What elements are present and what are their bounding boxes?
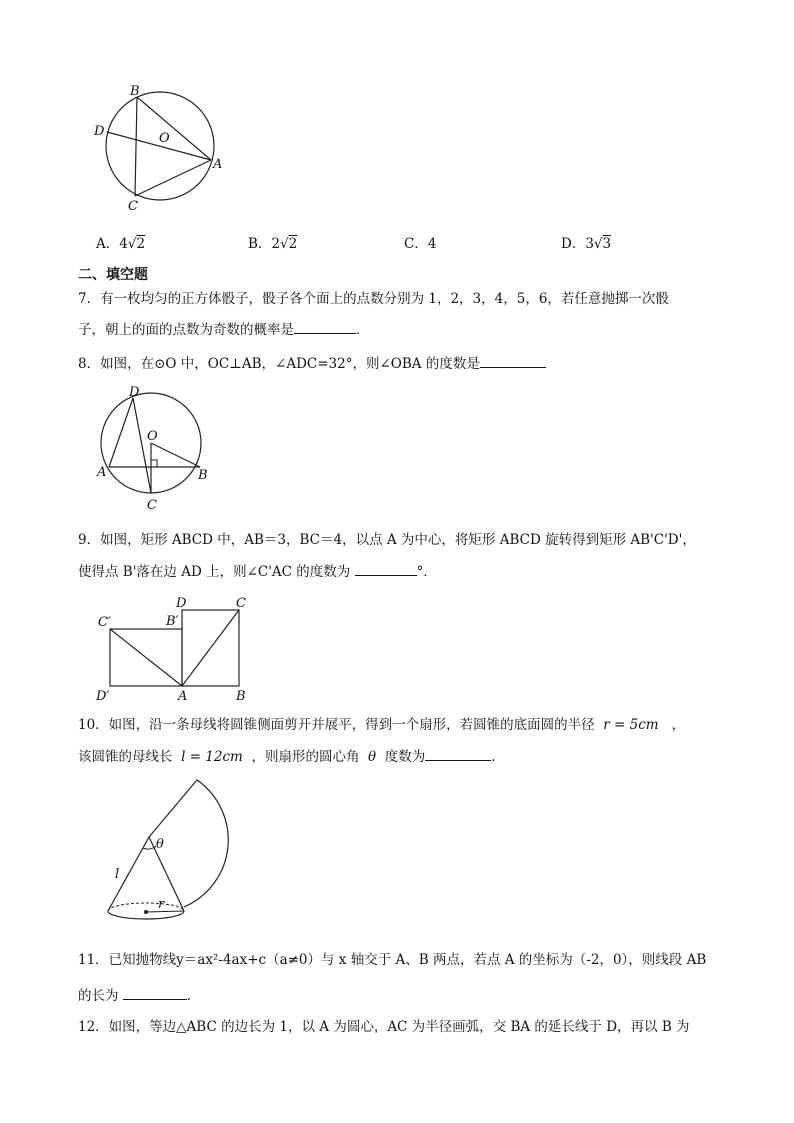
q6-label-d: D (94, 124, 105, 139)
q8-label-o: O (147, 429, 158, 444)
q8-circle-figure (92, 384, 217, 514)
q11-line1: 11．已知抛物线y＝ax²-4ax+c（a≠0）与 x 轴交于 A、B 两点，若点 A 的坐标为（-2，0），则线段 AB (78, 952, 707, 968)
q9-diag-ac-prime (110, 629, 182, 686)
q6-option-c: C．4 (404, 236, 437, 252)
q9-answer-blank[interactable] (355, 562, 417, 576)
q9-line1: 9．如图，矩形 ABCD 中，AB＝3，BC＝4，以点 A 为中心，将矩形 ABCD 旋转得到矩形 AB'C'D'， (78, 532, 696, 548)
q6-chord-ca (135, 160, 211, 196)
q9-line2: 使得点 B'落在边 AD 上，则∠C'AC 的度数为 °． (78, 564, 437, 580)
q8-answer-blank[interactable] (480, 354, 546, 368)
q8-label-a: A (97, 465, 107, 480)
q10-label-theta: θ (156, 837, 164, 852)
q8-line-ob (151, 443, 200, 467)
q6-option-b: B．2√2 (248, 236, 298, 252)
q10-line1: 10．如图，沿一条母线将圆锥侧面剪开并展平，得到一个扇形，若圆锥的底面圆的半径 r = 5cm ， (78, 717, 685, 733)
q7-line2: 子，朝上的面的点数为奇数的概率是 ． (78, 322, 370, 338)
q8-text: 8．如图，在⊙O 中，OC⊥AB，∠ADC=32°，则∠OBA 的度数是 (78, 354, 546, 373)
q10-answer-blank[interactable] (425, 747, 491, 761)
q8-line-dc (133, 398, 151, 493)
q10-line2: 该圆锥的母线长 l = 12cm ，则扇形的圆心角 θ 度数为 . (78, 749, 496, 765)
q10-label-r: r (158, 897, 165, 912)
q6-chord-bc (135, 97, 137, 196)
q9-label-a: A (178, 689, 188, 704)
q10-radius-expr: r = 5cm (603, 717, 659, 733)
q9-diag-ac (182, 610, 239, 686)
q10-base-center (144, 910, 148, 914)
q9-rectangle-figure (92, 594, 262, 706)
q10-cone-figure (100, 778, 230, 928)
q8-label-d: D (129, 385, 140, 400)
q9-label-d-prime: D′ (96, 689, 110, 704)
q8-label-b: B (198, 468, 208, 483)
q7-line1: 7．有一枚均匀的正方体骰子，骰子各个面上的点数分别为 1，2，3，4，5，6，若任意抛掷一次骰 (78, 291, 669, 307)
q8-label-c: C (147, 498, 157, 513)
q9-label-d: D (176, 596, 187, 611)
q7-answer-blank[interactable] (294, 320, 356, 334)
q6-label-a: A (213, 157, 223, 172)
section-title: 二、填空题 (78, 267, 148, 283)
q10-slant-right (149, 837, 184, 911)
q9-label-b-prime: B′ (166, 614, 179, 629)
q6-label-o: O (159, 131, 170, 146)
q10-label-l: l (115, 867, 120, 882)
q10-base-back (108, 903, 184, 911)
q6-option-d: D．3√3 (561, 236, 612, 252)
q9-label-c: C (236, 596, 246, 611)
q11-answer-blank[interactable] (123, 986, 187, 1000)
q10-radius-line (146, 911, 184, 912)
q12-line1: 12．如图，等边△ABC 的边长为 1，以 A 为圆心，AC 为半径画弧，交 BA 的延长线于 D，再以 B 为 (78, 1019, 690, 1035)
q6-option-a: A．4√2 (96, 236, 146, 252)
q6-circle-figure (88, 80, 228, 215)
q9-label-c-prime: C′ (98, 615, 111, 630)
q11-line2: 的长为 ． (78, 988, 201, 1004)
q9-label-b: B (236, 689, 246, 704)
q6-label-c: C (128, 199, 138, 214)
q8-right-angle-mark (151, 460, 157, 467)
q10-slant-expr: l = 12cm (181, 749, 243, 765)
q6-label-b: B (130, 84, 140, 99)
q8-line-ad (109, 398, 133, 467)
